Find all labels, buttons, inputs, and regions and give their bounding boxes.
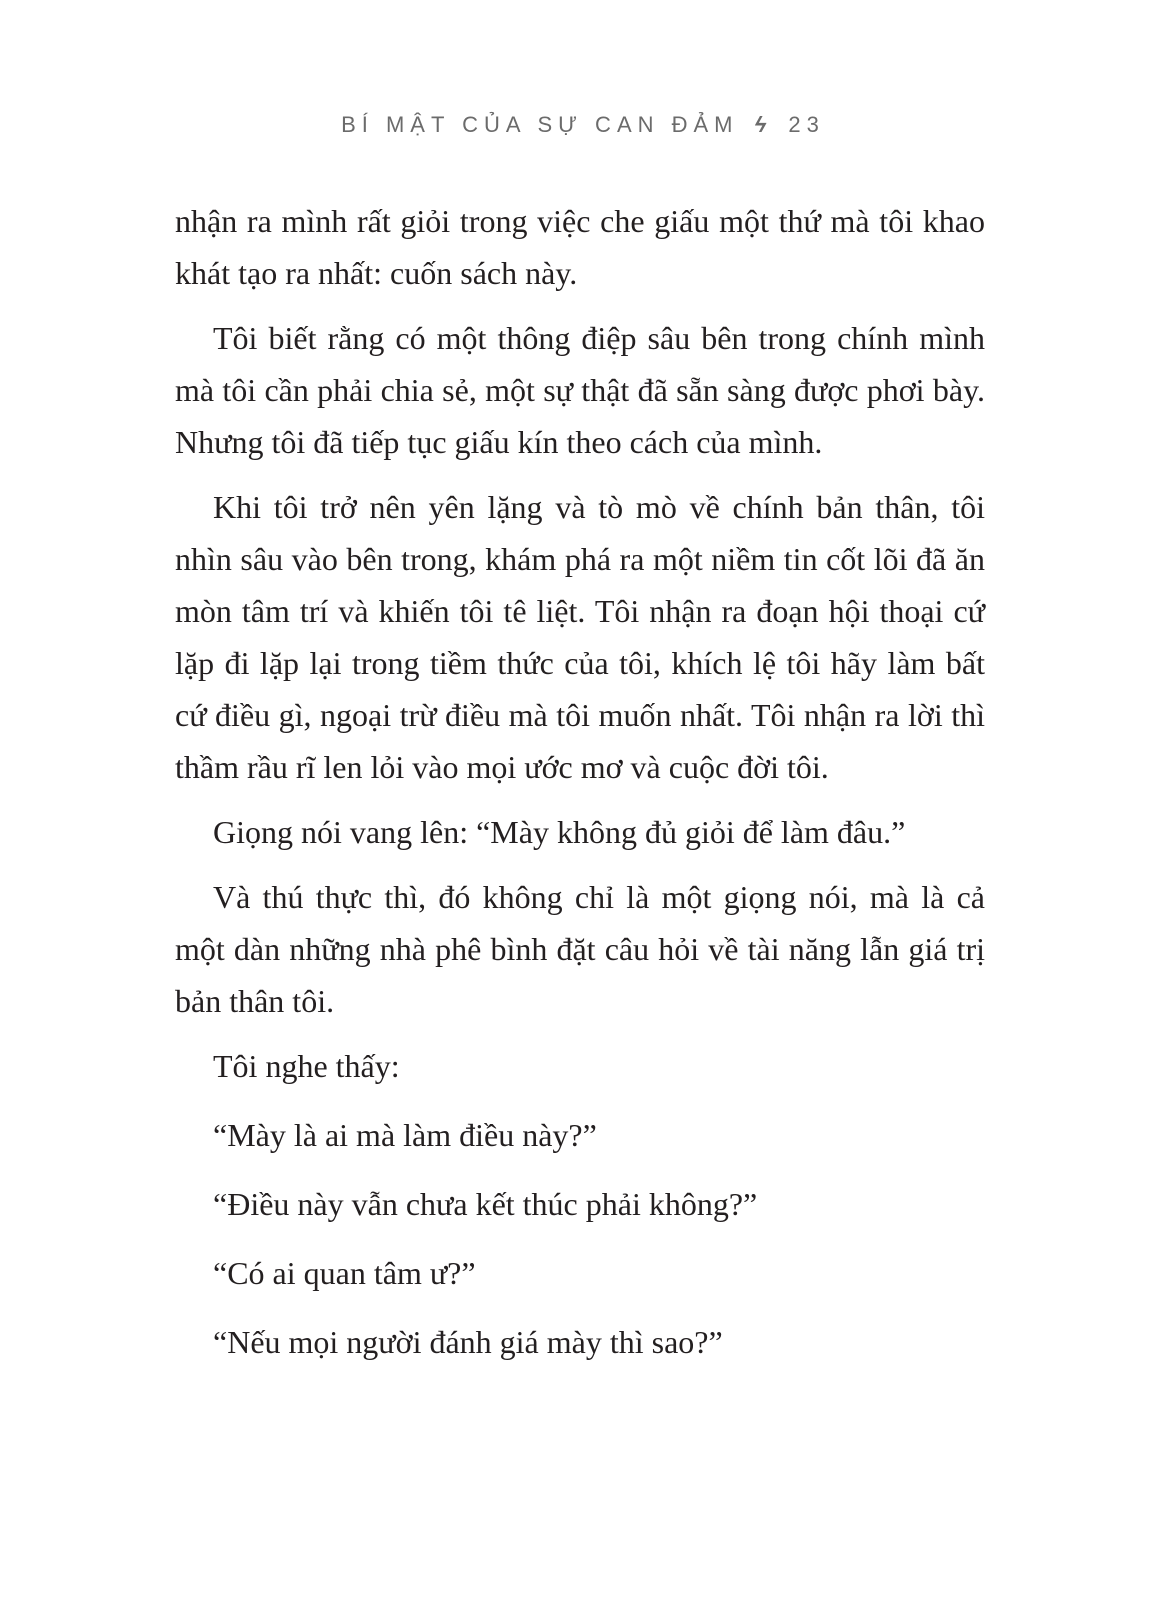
paragraph: Tôi nghe thấy: <box>213 1048 400 1084</box>
running-header <box>0 112 1166 138</box>
paragraph: Khi tôi trở nên yên lặng và tò mò về chính bản thân, tôi nhìn sâu vào bên trong, khám phá ra một niềm tin cốt lõi đã ăn mòn tâm trí và khiến tôi tê liệt. Tôi nhận ra đoạn hội thoại cứ lặp đi lặp lại trong tiềm thức của tôi, khích lệ tôi hãy làm bất cứ điều gì, ngoại trừ điều mà tôi muốn nhất. Tôi nhận ra lời thì thầm rầu rĩ len lỏi vào mọi ước mơ và cuộc đời tôi. <box>175 489 985 785</box>
quote-line: “Có ai quan tâm ư?” <box>213 1255 476 1291</box>
paragraph: Giọng nói vang lên: “Mày không đủ giỏi để làm đâu.” <box>213 814 906 850</box>
quote-line: “Mày là ai mà làm điều này?” <box>213 1117 597 1153</box>
paragraph: Và thú thực thì, đó không chỉ là một giọng nói, mà là cả một dàn những nhà phê bình đặt câu hỏi về tài năng lẫn giá trị bản thân tôi. <box>175 879 985 1019</box>
quote-line: “Nếu mọi người đánh giá mày thì sao?” <box>213 1324 723 1360</box>
quote-line: “Điều này vẫn chưa kết thúc phải không?” <box>213 1186 758 1222</box>
page-number: 23 <box>788 112 825 137</box>
paragraph-continuation: nhận ra mình rất giỏi trong việc che giấu một thứ mà tôi khao khát tạo ra nhất: cuốn sách này. <box>175 203 985 291</box>
body-text <box>175 195 985 1385</box>
chapter-title: BÍ MẬT CỦA SỰ CAN ĐẢM <box>341 112 739 137</box>
lightning-separator-icon: ϟ <box>754 112 767 137</box>
paragraph: Tôi biết rằng có một thông điệp sâu bên trong chính mình mà tôi cần phải chia sẻ, một sự thật đã sẵn sàng được phơi bày. Nhưng tôi đã tiếp tục giấu kín theo cách của mình. <box>175 320 985 460</box>
